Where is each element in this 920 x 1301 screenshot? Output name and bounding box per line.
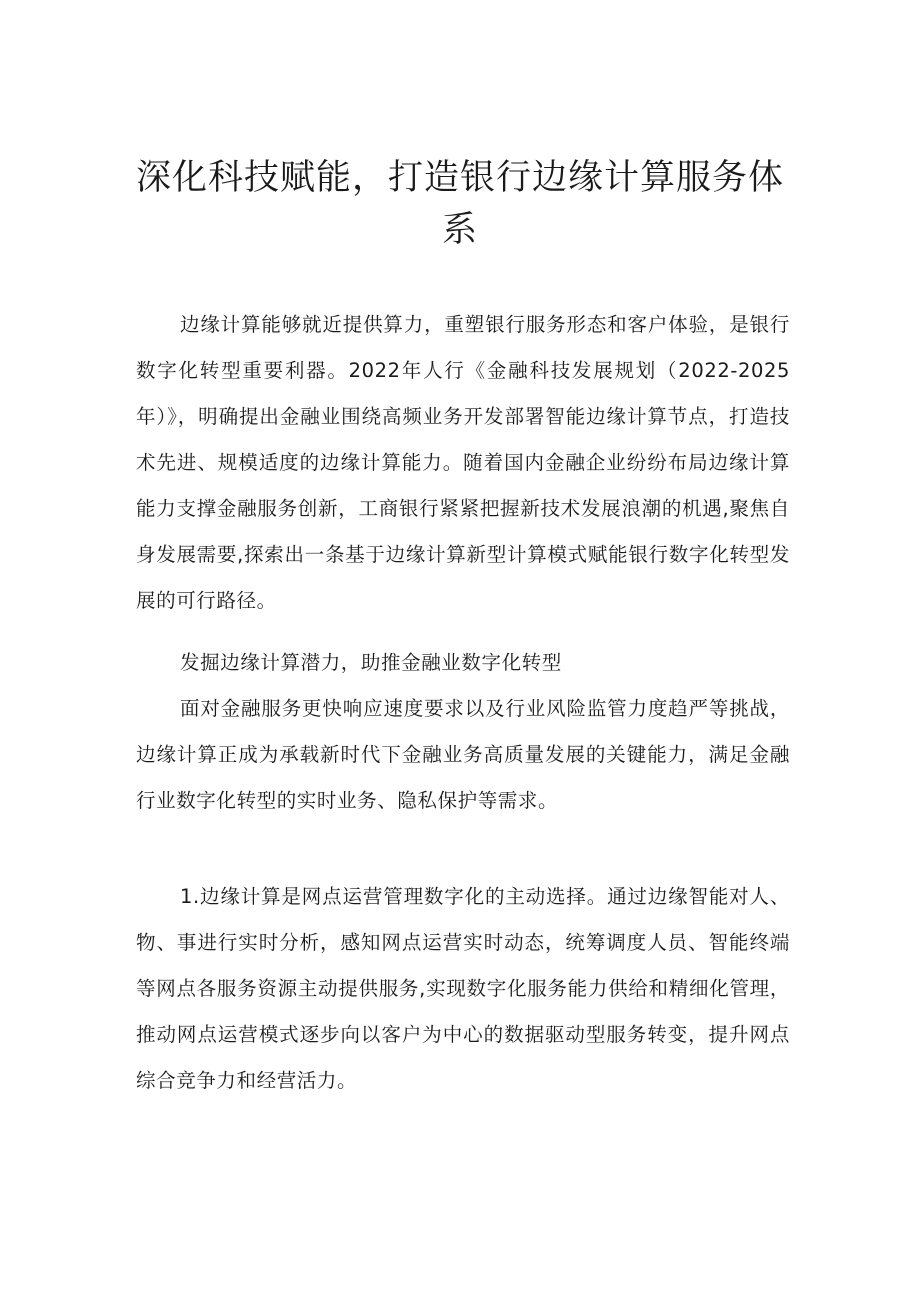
section-heading: 发掘边缘计算潜力，助推金融业数字化转型 [180, 651, 562, 674]
paragraph-challenges: 面对金融服务更快响应速度要求以及行业风险监管力度趋严等挑战，边缘计算正成为承载新时代下金融业务高质量发展的关键能力，满足金融行业数字化转型的实时业务、隐私保护等需求。 [136, 697, 790, 812]
paragraph-point-1: 1.边缘计算是网点运营管理数字化的主动选择。通过边缘智能对人、物、事进行实时分析，感知网点运营实时动态，统筹调度人员、智能终端等网点各服务资源主动提供服务,实现数字化服务能力供给和精细化管理，推动网点运营模式逐步向以客户为中心的数据驱动型服务转变，提升网点综合竞争力和经营活力。 [136, 885, 790, 1092]
paragraph-intro: 边缘计算能够就近提供算力，重塑银行服务形态和客户体验，是银行数字化转型重要利器。2022年人行《金融科技发展规划（2022-2025年）》，明确提出金融业围绕高频业务开发部署智能边缘计算节点，打造技术先进、规模适度的边缘计算能力。随着国内金融企业纷纷布局边缘计算能力支撑金融服务创新，工商银行紧紧把握新技术发展浪潮的机遇,聚焦自身发展需要,探索出一条基于边缘计算新型计算模式赋能银行数字化转型发展的可行路径。 [136, 313, 790, 612]
document-title: 深化科技赋能，打造银行边缘计算服务体系 [135, 158, 784, 250]
